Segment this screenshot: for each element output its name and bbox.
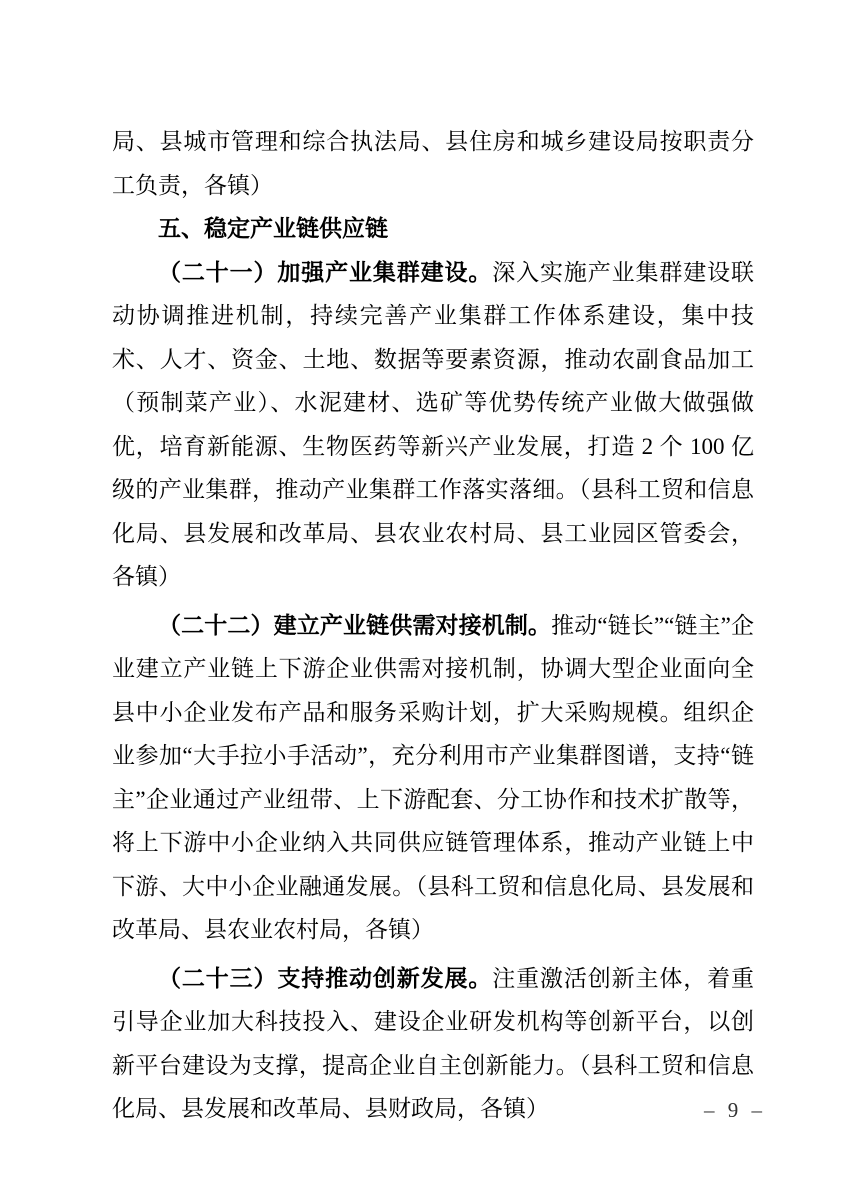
paragraph-continuation: 局、县城市管理和综合执法局、县住房和城乡建设局按职责分工负责，各镇） bbox=[112, 129, 754, 198]
paragraph-item-23 bbox=[112, 957, 754, 1131]
item-23-lead: （二十三）支持推动创新发展。 bbox=[158, 965, 493, 991]
item-21-body: 深入实施产业集群建设联动协调推进机制，持续完善产业集群工作体系建设，集中技术、人才、资金、土地、数据等要素资源，推动农副食品加工（预制菜产业）、水泥建材、选矿等优势传统产业做大做强做优，培育新能源、生物医药等新兴产业发展，打造 2 个 100 亿级的产业集群，推动产业集群工作落实落细。（县科工贸和信息化局、县发展和改革局、县农业农村局、县工业园区管委会，各镇） bbox=[112, 259, 754, 589]
paragraph-item-21 bbox=[112, 251, 754, 599]
page-number: – 9 – bbox=[704, 1098, 766, 1122]
paragraph-item-22 bbox=[112, 604, 754, 952]
item-23-body: 注重激活创新主体，着重引导企业加大科技投入、建设企业研发机构等创新平台，以创新平台建设为支撑，提高企业自主创新能力。（县科工贸和信息化局、县发展和改革局、县财政局，各镇） bbox=[112, 965, 754, 1121]
document-body bbox=[112, 120, 754, 1131]
item-22-lead: （二十二）建立产业链供需对接机制。 bbox=[158, 612, 552, 638]
section-heading: 五、稳定产业链供应链 bbox=[158, 215, 388, 241]
item-22-body: 推动“链长”“链主”企业建立产业链上下游企业供需对接机制，协调大型企业面向全县中小企业发布产品和服务采购计划，扩大采购规模。组织企业参加“大手拉小手活动”，充分利用市产业集群图谱，支持“链主”企业通过产业纽带、上下游配套、分工协作和技术扩散等，将上下游中小企业纳入共同供应链管理体系，推动产业链上中下游、大中小企业融通发展。（县科工贸和信息化局、县发展和改革局、县农业农村局，各镇） bbox=[112, 612, 755, 942]
item-21-lead: （二十一）加强产业集群建设。 bbox=[158, 259, 493, 285]
